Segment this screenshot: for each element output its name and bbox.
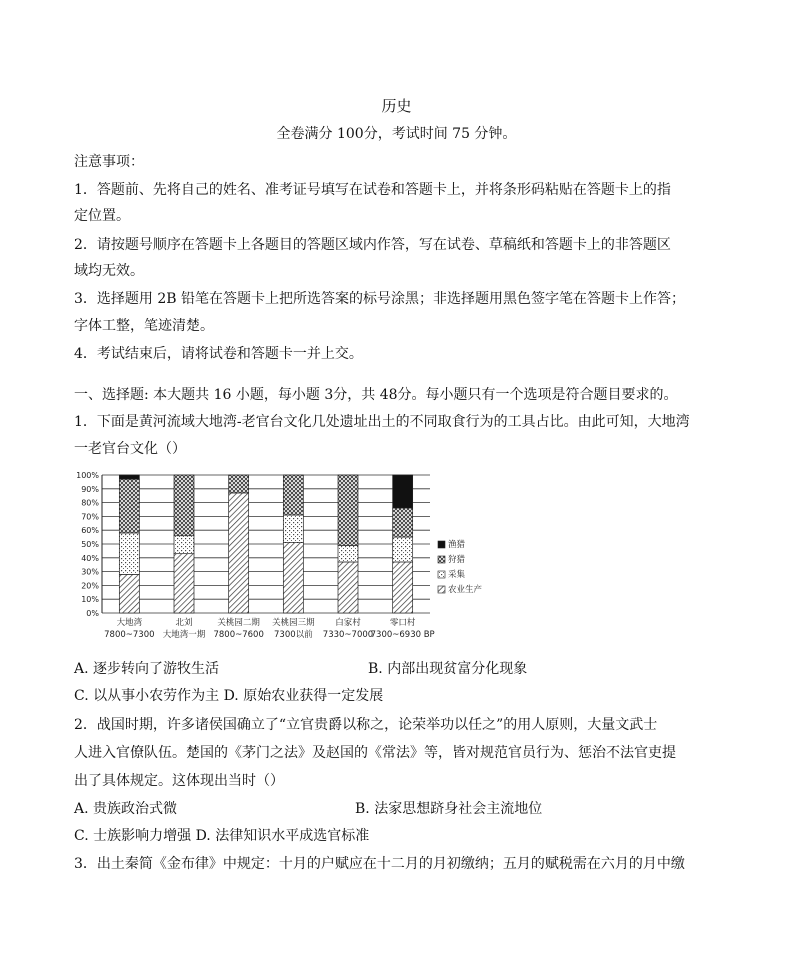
exam-subtitle: 全卷满分 100分，考试时间 75 分钟。	[276, 126, 517, 142]
q1-option-cd: C. 以从事小农劳作为主 D. 原始农业获得一定发展	[74, 688, 384, 704]
q2-stem: 人进入官僚队伍。楚国的《茅门之法》及赵国的《常法》等，皆对规范官员行为、惩治不法官吏提	[74, 745, 676, 761]
q1-option-a: A. 逐步转向了游牧生活	[74, 661, 220, 677]
bar-segment-采集	[174, 536, 194, 554]
legend-swatch	[438, 586, 445, 593]
bar-segment-农业生产	[119, 574, 139, 613]
x-tick-sublabel: 大地湾一期	[162, 630, 206, 640]
bar-segment-狩猎	[338, 475, 358, 545]
bar-segment-采集	[338, 545, 358, 562]
bar-segment-采集	[393, 537, 413, 562]
tool-ratio-chart	[72, 465, 512, 655]
bar-segment-采集	[283, 515, 303, 543]
notice-item: 字体工整，笔迹清楚。	[74, 318, 214, 334]
legend-label: 农业生产	[448, 585, 483, 595]
x-tick-sublabel: 7300以前	[274, 630, 313, 640]
x-tick-sublabel: 7800~7600	[213, 630, 264, 640]
q1-option-b: B. 内部出现贫富分化现象	[368, 661, 528, 677]
y-tick-label: 90%	[81, 484, 99, 494]
y-tick-label: 60%	[81, 526, 99, 536]
notice-item: 2．请按题号顺序在答题卡上各题目的答题区域内作答，写在试卷、草稿纸和答题卡上的非答题区	[74, 237, 671, 253]
notice-item: 4．考试结束后，请将试卷和答题卡一并上交。	[74, 346, 363, 362]
q2-option-cd: C. 士族影响力增强 D. 法律知识水平成选官标准	[74, 828, 370, 844]
legend-label: 渔猎	[448, 540, 466, 550]
y-tick-label: 80%	[81, 498, 99, 508]
bar-segment-农业生产	[283, 543, 303, 613]
y-tick-label: 0%	[86, 609, 99, 618]
y-tick-label: 70%	[81, 512, 99, 522]
q2-option-a: A. 贵族政治式微	[74, 801, 178, 817]
legend-swatch	[438, 556, 445, 563]
bar-segment-采集	[119, 533, 139, 574]
section-header: 一、选择题: 本大题共 16 小题，每小题 3分，共 48分。每小题只有一个选项是符合题目要求的。	[74, 387, 678, 403]
legend-swatch	[438, 541, 445, 548]
x-tick-label: 关桃园三期	[272, 618, 315, 628]
bar-segment-狩猎	[174, 475, 194, 536]
notice-item: 3．选择题用 2B 铅笔在答题卡上把所选答案的标号涂黑；非选择题用黑色签字笔在答题卡上作答；	[74, 291, 686, 307]
y-tick-label: 20%	[81, 581, 99, 591]
legend-label: 采集	[448, 570, 466, 580]
x-tick-sublabel: 7800~7300	[104, 630, 155, 640]
x-tick-label: 白家村	[335, 618, 361, 628]
y-tick-label: 10%	[81, 595, 99, 605]
notice-heading: 注意事项：	[74, 154, 144, 170]
legend-label: 狩猎	[448, 555, 466, 565]
y-tick-label: 30%	[81, 567, 99, 577]
bar-segment-农业生产	[174, 554, 194, 613]
x-tick-label: 大地湾	[116, 618, 143, 628]
q2-stem: 2．战国时期，许多诸侯国确立了“立官贵爵以称之，论荣举功以任之”的用人原则，大量文武士	[74, 717, 658, 733]
chart-svg	[72, 465, 512, 655]
x-tick-sublabel: 7300~6930 BP	[370, 630, 435, 640]
y-tick-label: 40%	[81, 553, 99, 563]
q2-option-b: B. 法家思想跻身社会主流地位	[355, 801, 543, 817]
legend-swatch	[438, 571, 445, 578]
x-tick-label: 零口村	[389, 618, 416, 628]
x-tick-label: 北刘	[175, 618, 193, 628]
y-tick-label: 50%	[81, 540, 99, 549]
notice-item: 1．答题前、先将自己的姓名、准考证号填写在试卷和答题卡上，并将条形码粘贴在答题卡上的指	[74, 182, 671, 198]
exam-title: 历史	[381, 97, 412, 115]
q1-stem: 一老官台文化（）	[74, 441, 186, 457]
bar-segment-狩猎	[393, 508, 413, 537]
x-tick-label: 关桃园二期	[217, 618, 260, 628]
bar-segment-狩猎	[119, 479, 139, 533]
q2-stem: 出了具体规定。这体现出当时（）	[74, 773, 284, 789]
q3-stem: 3．出土秦简《金布律》中规定：十月的户赋应在十二月的月初缴纳；五月的赋税需在六月的月中缴	[74, 856, 685, 872]
bar-segment-狩猎	[283, 475, 303, 515]
bar-segment-狩猎	[229, 475, 249, 493]
bar-segment-农业生产	[229, 493, 249, 613]
bar-segment-农业生产	[338, 562, 358, 613]
notice-item: 域均无效。	[74, 263, 144, 279]
bar-segment-农业生产	[393, 562, 413, 613]
bar-segment-渔猎	[119, 475, 139, 479]
q1-stem: 1．下面是黄河流域大地湾-老官台文化几处遗址出土的不同取食行为的工具占比。由此可知，大地湾	[74, 414, 690, 430]
notice-item: 定位置。	[74, 208, 130, 224]
y-tick-label: 100%	[76, 471, 99, 480]
x-tick-sublabel: 7330~7000	[322, 630, 374, 640]
bar-segment-渔猎	[393, 475, 413, 508]
